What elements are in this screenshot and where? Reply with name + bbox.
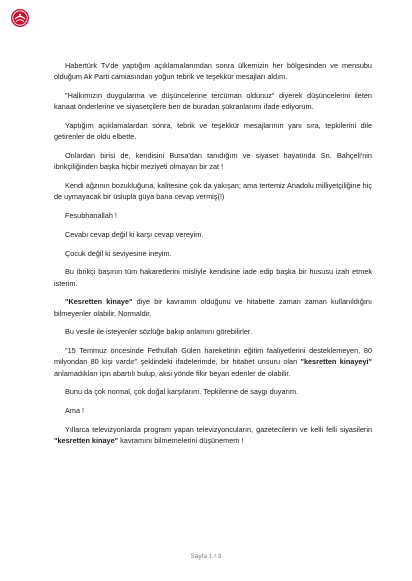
paragraph-text: "Halkımızın duygularına ve düşüncelerine tercüman oldunuz" diyerek düşüncelerini ileten kanaat önderlerine ve siyasetçilere ben de buradan şükranlarımı ifade ediyorum. [54,91,372,112]
paragraph-13 [54,386,372,397]
page-number: Sayfa 1 / 3 [190,553,222,560]
paragraph-text: Habertürk Tv'de yaptığım açıklamalarımdan sonra ülkemizin her bölgesinden ve mensubu olduğum Ak Parti camiasından yoğun tebrik ve teşekkür mesajları aldım. [54,61,372,82]
paragraph-7 [54,229,372,240]
paragraph-1 [54,60,372,82]
paragraph-15 [54,424,372,446]
bold-term: "kesretten kinaye" [54,436,119,446]
paragraph-text: "15 Temmuz öncesinde Fethullah Gülen hareketinin eğitim faaliyetlerini desteklemeyen, 80 milyondan 80 kişi vardır" şeklindeki ifadelerimde, bir hitabet unsuru olan [54,346,372,367]
paragraph-text: Cevabı cevap değil ki karşı cevap vereyim. [65,229,204,239]
paragraph-text: diye bir kavramın olduğunu ve hitabette zaman zaman kullanıldığını bilmeyenler olabilir. Normaldir. [54,297,372,318]
paragraph-text: Fesubhanallah ! [65,211,117,220]
party-emblem-icon [10,8,30,28]
paragraph-text: Kendi ağzının bozukluğuna, kalitesine çok da yakışan; ama tertemiz Anadolu milliyetçiliğine hiç de uymayacak bir üslupla güya bana cevap vermiş(!) [54,181,372,202]
paragraph-text: Bu vesile ile isteyenler sözlüğe bakıp anlamını görebilirler. [65,327,252,337]
paragraph-4 [54,150,372,172]
paragraph-text: Ama ! [65,406,85,416]
paragraph-2 [54,90,372,112]
paragraph-12 [54,345,372,379]
paragraph-3 [54,120,372,142]
paragraph-14 [54,405,372,416]
paragraph-text: Bunu da çok normal, çok doğal karşılarım. Tepkilerine de saygı duyarım. [65,387,299,397]
paragraph-9 [54,266,372,288]
paragraph-text: Bu ibrikçi başının tüm hakaretlerini misliyle kendisine iade edip başka bir hususu izah etmek isterim. [54,267,372,288]
paragraph-8 [54,248,372,259]
paragraph-11 [54,326,372,337]
paragraph-10 [54,296,372,318]
paragraph-text: Onlardan birisi de, kendisini Bursa'dan tanıdığım ve siyaset hayatında Sn. Bahçeli'nin ibrikçiliğinden başka hiçbir meziyeti olmayan bir zat ! [54,151,372,172]
bold-term: "kesretten kinayeyi" [300,357,372,367]
bold-term: "Kesretten kinaye" [65,297,133,307]
paragraph-6 [54,210,372,221]
paragraph-text: Yaptığım açıklamalardan sonra, tebrik ve teşekkür mesajlarının yanı sıra, tepkilerini dile getirenler de oldu elbette. [54,121,372,142]
paragraph-text: kavramını bilmemelerini düşünemem ! [118,436,244,446]
paragraph-5 [54,180,372,202]
paragraph-text: Yıllarca televizyonlarda program yapan televizyoncuların, gazetecilerin ve kelli felli siyasilerin [65,424,372,434]
paragraph-text: Çocuk değil ki seviyesine ineyim. [65,248,172,258]
press-statement-body [54,60,372,454]
paragraph-text: anlamadıkları için abartılı bulup, aksi yönde fikir beyan edenler de olabilir. [54,368,291,378]
